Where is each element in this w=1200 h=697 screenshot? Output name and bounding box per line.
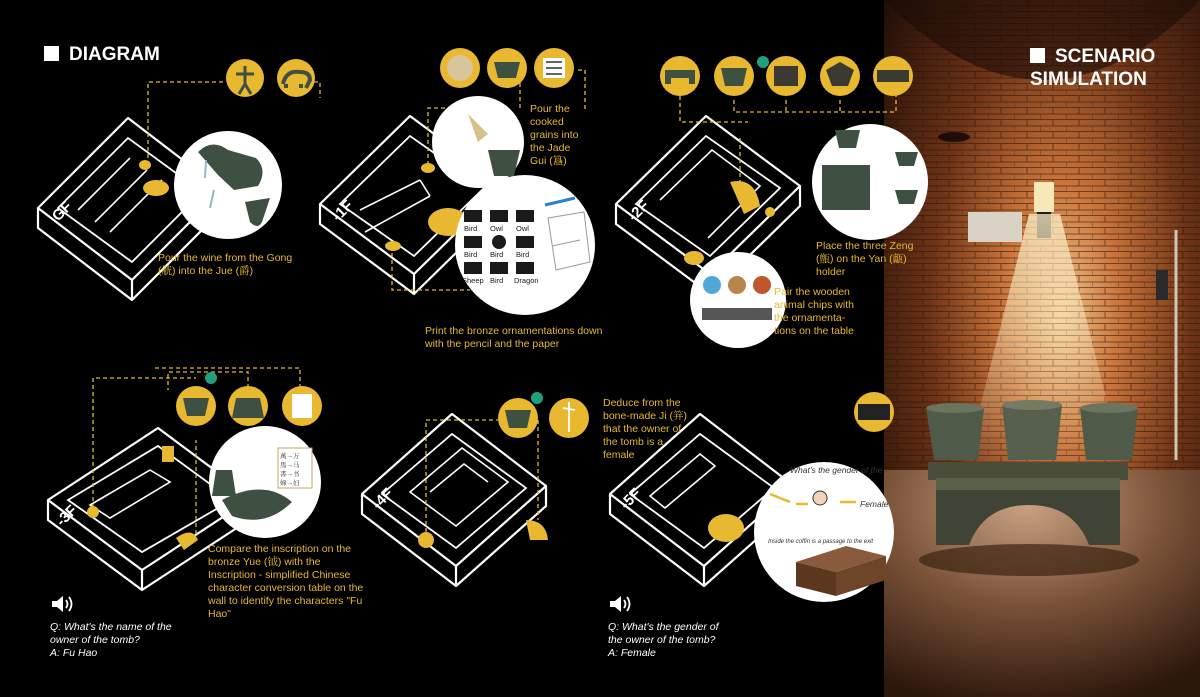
speaker-icon[interactable] (50, 594, 74, 614)
floor-label-1f: -1F (328, 196, 357, 225)
floor-label-2f: -2F (624, 196, 653, 225)
table-row: 婦→妇 (280, 480, 300, 487)
rubbing-label: Sheep (462, 276, 484, 285)
diagram-heading: DIAGRAM (44, 43, 160, 66)
answer-name: A: Fu Hao (50, 647, 98, 659)
note-coffin: Inside the coffin is a passage to the exit (768, 539, 874, 545)
floor-label-3f: -3F (52, 501, 81, 530)
rubbing-label: Bird (516, 250, 530, 259)
rubbing-label: Dragon (514, 276, 539, 285)
f3-caption: Compare the inscription on the bronze Yue (钺) with the Inscription - simplified Chinese character conversion table on the wall to identify the characters "Fu Hao" (208, 543, 364, 620)
note-female: Female (860, 499, 889, 509)
table-row: 馬→马 (280, 462, 300, 469)
f1-top-caption: Pour the cooked grains into the Jade Gui (簋) (530, 103, 579, 167)
animal-chips-circle (690, 252, 786, 348)
floor-label-5f: -5F (616, 484, 645, 513)
rubbing-label: Bird (464, 224, 478, 233)
rubbing-label: Owl (516, 224, 529, 233)
rubbing-label: Owl (490, 224, 503, 233)
speaker-icon[interactable] (608, 594, 632, 614)
f5-top-caption: Deduce from the bone-made Ji (笄) that the owner of the tomb is a female (603, 397, 688, 461)
table-row: 萬→万 (280, 453, 300, 460)
scenario-heading: SCENARIO SIMULATION (1030, 46, 1156, 90)
qa-name-block (50, 621, 200, 660)
answer-gender: A: Female (608, 647, 656, 659)
rubbing-label: Bird (490, 276, 504, 285)
qa-gender-block (608, 621, 730, 660)
question-name: Q: What's the name of the owner of the tomb? (50, 621, 172, 646)
f2-bottom-caption: Pair the wooden animal chips with the ornamenta-tions on the table (774, 286, 854, 337)
step-badge (757, 56, 769, 68)
rubbing-label: Bird (490, 250, 504, 259)
floor-label-gf: GF (48, 198, 76, 225)
table-row: 書→书 (280, 471, 300, 478)
note-title: What's the gender of the (790, 465, 883, 475)
gf-illustration-circle (174, 131, 282, 239)
f2-top-caption: Place the three Zeng (甑) on the Yan (甗) holder (816, 240, 914, 278)
question-gender: Q: What's the gender of the owner of the tomb? (608, 621, 719, 646)
floor-label-4f: -4F (368, 484, 397, 513)
f1-bottom-caption: Print the bronze ornamentations down with the pencil and the paper (425, 325, 603, 350)
step-badge (205, 372, 217, 384)
rubbing-label: Bird (464, 250, 478, 259)
gf-caption: Pour the wine from the Gong (觥) into the Jue (爵) (158, 252, 293, 277)
step-badge (531, 392, 543, 404)
